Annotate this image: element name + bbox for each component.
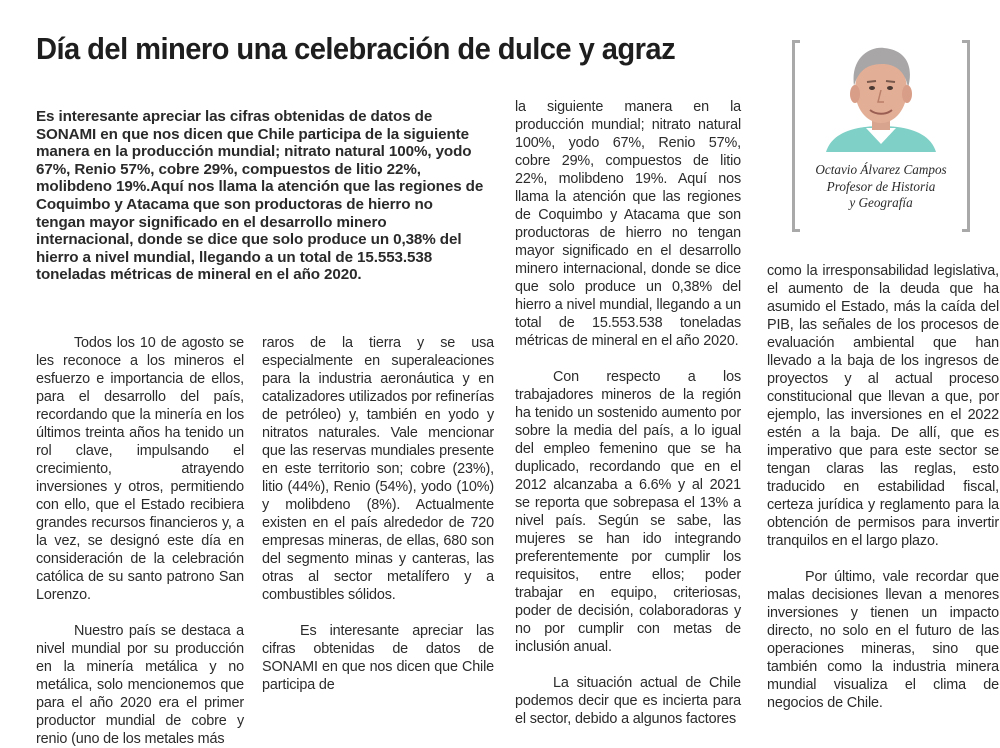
author-caption [798,162,964,212]
column-2-paragraph-2: Es interesante apreciar las cifras obtenidas de datos de SONAMI en que nos dicen que Chile participa de [262,623,494,693]
column-3-paragraph-2: Con respecto a los trabajadores mineros de la región ha tenido un sostenido aumento por sobre la media del país, a lo igual del empleo femenino que se ha duplicado, recordando que en el 2012 alcanzaba a 6.6% y al 2021 se reporta que sobrepasa el 13% a nivel país. Según se sabe, las mujeres se han ido integrando preferentemente por cumplir los requisitos, entre ellos; poder trabajar en equipo, criteriosas, poder de decisión, colaboradoras y no por cumplir con metas de inclusión anual. [515,369,741,655]
article-headline: Día del minero una celebración de dulce y agraz [36,31,676,66]
column-2-paragraph-1: raros de la tierra y se usa especialmente en superaleaciones para la industria aeronáutica y en catalizadores utilizados por refinerías de petróleo) y, también en yodo y nitratos naturales. Vale mencionar que las reservas mundiales presente en este territorio son; cobre (23%), litio (44%), Renio (54%), yodo (10%) y molibdeno (8%). Actualmente existen en el país alrededor de 720 empresas mineras, de ellas, 680 son del segmento minas y canteras, las otras al sector metalífero y a combustibles sólidos. [262,335,494,603]
column-1-paragraph-1: Todos los 10 de agosto se les reconoce a los mineros el esfuerzo e importancia de ellos, para el desarrollo del país, recordando que la minería en los últimos treinta años ha tenido un rol clave, impulsando el crecimiento, atrayendo inversiones y otros, permitiendo con ello, que el Estado recibiera grandes recursos financieros y, a la vez, se designó este día en consideración de la celebración católica de su santo patrono San Lorenzo. [36,335,244,603]
column-4 [767,262,999,712]
column-1 [36,334,244,748]
author-box [792,40,970,232]
column-2 [262,334,494,694]
author-portrait-icon [812,40,950,152]
author-role-line-1: Profesor de Historia [826,178,936,194]
lead-paragraph: Es interesante apreciar las cifras obtenidas de datos de SONAMI en que nos dicen que Chile participa de la siguiente manera en la producción mundial; nitrato natural 100%, yodo 67%, Renio 57%, cobre 29%, compuestos de litio 22%, molibdeno 19%.Aquí nos llama la atención que las regiones de Coquimbo y Atacama que son productoras de hierro no tengan mayor significado en el desarrollo minero internacional, donde se dice que solo produce un 0,38% del hierro a nivel mundial, llegando a un total de 15.553.538 toneladas métricas de mineral en el año 2020. [36,108,484,284]
column-3 [515,98,741,728]
column-3-paragraph-1: la siguiente manera en la producción mundial; nitrato natural 100%, yodo 67%, Renio 57%, cobre 29%, compuestos de litio 22%, molibdeno 19%. Aquí nos llama la atención que las regiones de Coquimbo y Atacama que son productoras de hierro no tengan mayor significado en el desarrollo minero internacional, donde se dice que solo produce un 0,38% del hierro a nivel mundial, llegando a un total de 15.553.538 toneladas métricas de mineral en el año 2020. [515,99,741,349]
column-4-paragraph-1: como la irresponsabilidad legislativa, el aumento de la deuda que ha asumido el Estado, más la caída del PIB, las señales de los procesos de evaluación ambiental que han llevado a la baja de los ingresos de proyectos y al actual proceso constitucional que llevan a que, por ejemplo, las inversiones en el 2022 estén a la baja. De allí, que es imperativo que para este sector se tengan claras las reglas, esto traducido en estabilidad fiscal, certeza jurídica y reglamento para la obtención de permisos para invertir tranquilos en el largo plazo. [767,263,999,549]
author-role-line-2: y Geografía [849,195,913,210]
column-3-paragraph-3: La situación actual de Chile podemos decir que es incierta para el sector, debido a algunos factores [515,675,741,727]
author-name: Octavio Álvarez Campos [815,162,947,177]
column-1-paragraph-2: Nuestro país se destaca a nivel mundial por su producción en la minería metálica y no metálica, solo mencionemos que para el año 2020 era el primer productor mundial de cobre y renio (uno de los metales más [36,623,244,747]
column-4-paragraph-2: Por último, vale recordar que malas decisiones llevan a menores inversiones y tienen un impacto directo, no solo en el futuro de las operaciones mineras, sino que también como la industria minera mundial visualiza el clima de negocios de Chile. [767,569,999,711]
author-photo [812,40,950,152]
